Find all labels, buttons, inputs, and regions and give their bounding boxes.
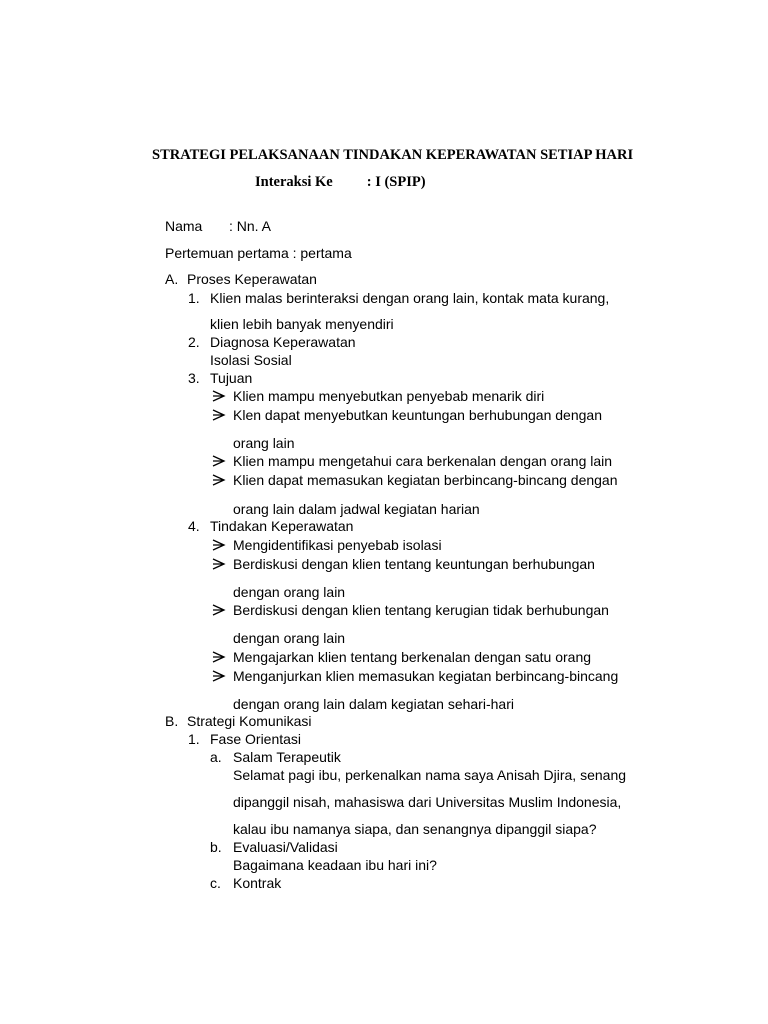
a3-bullet-2-line-2: orang lain [233, 435, 295, 451]
a4-marker: 4. [188, 518, 200, 534]
pertemuan-line: Pertemuan pertama : pertama [165, 245, 352, 261]
b1c-marker: c. [210, 875, 221, 891]
a1-line-1: Klien malas berinteraksi dengan orang lain, kontak mata kurang, [210, 290, 610, 306]
b1a-marker: a. [210, 749, 222, 765]
arrow-bullet-icon [212, 651, 226, 663]
interaksi-label: Interaksi Ke [255, 174, 333, 190]
b1b-label: Evaluasi/Validasi [233, 839, 338, 855]
a2-marker: 2. [188, 334, 200, 350]
b1b-line-1: Bagaimana keadaan ibu hari ini? [233, 857, 437, 873]
a4-bullet-3-line-1: Berdiskusi dengan klien tentang kerugian tidak berhubungan [233, 602, 609, 618]
a1-line-2: klien lebih banyak menyendiri [210, 316, 394, 332]
section-a-heading: Proses Keperawatan [187, 271, 317, 287]
a3-bullet-1: Klien mampu menyebutkan penyebab menarik diri [233, 388, 545, 404]
a3-bullet-4-line-2: orang lain dalam jadwal kegiatan harian [233, 501, 480, 517]
section-b-marker: B. [165, 713, 179, 729]
arrow-bullet-icon [212, 558, 226, 570]
a3-bullet-2-line-1: Klen dapat menyebutkan keuntungan berhubungan dengan [233, 407, 602, 423]
b1-marker: 1. [188, 731, 200, 747]
a1-marker: 1. [188, 290, 200, 306]
a4-bullet-2-line-2: dengan orang lain [233, 584, 346, 600]
a4-bullet-5-line-2: dengan orang lain dalam kegiatan sehari-hari [233, 696, 514, 712]
a3-bullet-4-line-1: Klien dapat memasukan kegiatan berbincang-bincang dengan [233, 472, 618, 488]
a4-bullet-3-line-2: dengan orang lain [233, 630, 346, 646]
arrow-bullet-icon [212, 474, 226, 486]
nama-value: : Nn. A [229, 218, 272, 234]
arrow-bullet-icon [212, 409, 226, 421]
section-a-marker: A. [165, 271, 179, 287]
arrow-bullet-icon [212, 670, 226, 682]
a4-bullet-1: Mengidentifikasi penyebab isolasi [233, 537, 442, 553]
interaksi-line [255, 174, 426, 191]
arrow-bullet-icon [212, 390, 226, 402]
a4-bullet-5-line-1: Menganjurkan klien memasukan kegiatan berbincang-bincang [233, 668, 619, 684]
a4-line-1: Tindakan Keperawatan [210, 518, 354, 534]
a3-bullet-3: Klien mampu mengetahui cara berkenalan dengan orang lain [233, 453, 613, 469]
b1a-label: Salam Terapeutik [233, 749, 341, 765]
interaksi-value: : I (SPIP) [366, 174, 426, 190]
a3-line-1: Tujuan [210, 370, 253, 386]
a4-bullet-2-line-1: Berdiskusi dengan klien tentang keuntungan berhubungan [233, 556, 595, 572]
b1-label: Fase Orientasi [210, 731, 302, 747]
b1a-line-1: Selamat pagi ibu, perkenalkan nama saya Anisah Djira, senang [233, 767, 627, 783]
section-b-heading: Strategi Komunikasi [187, 713, 312, 729]
nama-label: Nama [165, 218, 203, 234]
arrow-bullet-icon [212, 604, 226, 616]
arrow-bullet-icon [212, 455, 226, 467]
a2-line-2: Isolasi Sosial [210, 352, 292, 368]
arrow-bullet-icon [212, 539, 226, 551]
a4-bullet-4: Mengajarkan klien tentang berkenalan dengan satu orang [233, 649, 592, 665]
a2-line-1: Diagnosa Keperawatan [210, 334, 356, 350]
b1c-label: Kontrak [233, 875, 282, 891]
b1b-marker: b. [210, 839, 222, 855]
document-title: STRATEGI PELAKSANAAN TINDAKAN KEPERAWATAN SETIAP HARI [152, 147, 634, 163]
b1a-line-2: dipanggil nisah, mahasiswa dari Universitas Muslim Indonesia, [233, 794, 622, 810]
b1a-line-3: kalau ibu namanya siapa, dan senangnya dipanggil siapa? [233, 821, 597, 837]
a3-marker: 3. [188, 370, 200, 386]
